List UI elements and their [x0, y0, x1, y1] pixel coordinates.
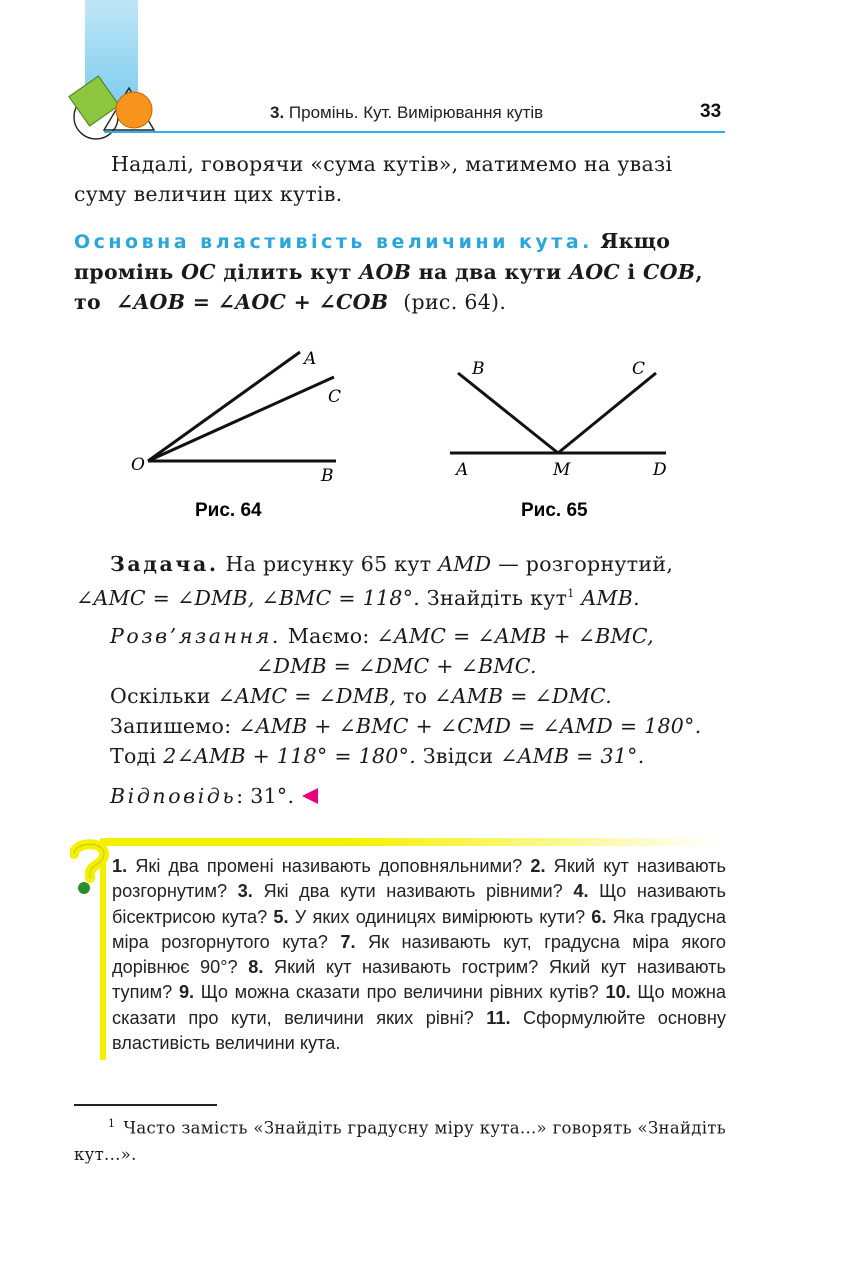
review-questions — [112, 854, 726, 1056]
label-C: C — [632, 359, 646, 379]
label-A: A — [304, 349, 317, 369]
label-A: A — [456, 460, 469, 480]
question-item — [179, 982, 606, 1002]
question-text: Як називають кут, градусна міра якого дорівнює 90°? — [112, 931, 726, 978]
running-head: 3. Промінь. Кут. Вимірювання кутів — [270, 103, 544, 122]
chapter-decoration — [62, 0, 162, 150]
question-number: 2. — [530, 856, 546, 876]
question-item — [112, 856, 530, 876]
question-text: Сформулюйте основну властивість величини кута. — [112, 1007, 726, 1054]
ray-OA — [148, 352, 300, 461]
figure-64 — [131, 349, 341, 521]
question-text: Що називають бісектрисою кута? — [112, 881, 726, 927]
solution-label: Розв’язання. — [110, 623, 282, 648]
page-number: 33 — [700, 101, 722, 122]
label-B: B — [472, 359, 485, 379]
label-B: B — [321, 466, 334, 486]
question-number: 1. — [112, 856, 128, 876]
question-number: 7. — [340, 931, 356, 952]
question-number: 9. — [178, 982, 195, 1003]
answer-value: : 31°. — [236, 783, 295, 808]
question-number: 3. — [237, 881, 253, 902]
footnote-rule — [74, 1104, 217, 1106]
question-number: 4. — [573, 881, 589, 902]
question-text: Що можна сказати про кути, величини яких рівні? — [112, 982, 726, 1028]
caption-fig-65: Рис. 65 — [521, 500, 588, 521]
label-M: M — [553, 460, 571, 480]
question-number: 10. — [605, 982, 631, 1003]
intro-line-2: суму величин цих кутів. — [74, 182, 343, 206]
question-number: 5. — [273, 906, 289, 927]
ray-MC — [558, 373, 656, 453]
questions-top-bar — [100, 838, 720, 846]
question-number: 6. — [591, 906, 607, 927]
question-item — [238, 881, 574, 901]
figures-64-65 — [100, 340, 720, 530]
caption-fig-64: Рис. 64 — [195, 500, 262, 521]
end-of-solution-icon — [301, 787, 319, 805]
label-D: D — [653, 460, 667, 480]
question-text: Які два кути називають рівними? — [252, 881, 574, 902]
footnote: $^1$ Часто замість «Знайдіть градусну міру кута...» говорять «Знайдіть кут...». — [74, 1117, 726, 1164]
figure-65 — [450, 359, 667, 521]
question-item — [273, 907, 591, 927]
question-text: Що можна сказати про величини рівних кутів? — [194, 982, 606, 1003]
question-text: Який кут називають розгорнутим? — [112, 856, 726, 902]
question-text: Яка градусна міра розгорнутого кута? — [112, 906, 726, 952]
label-C: C — [328, 387, 342, 407]
property-heading: Основна властивість величини кута. — [74, 231, 593, 253]
question-text: У яких одиницях вимірюють кути? — [288, 906, 592, 927]
answer-label: Відповідь — [110, 783, 237, 808]
question-text: Який кут називають гострим? Який кут називають тупим? — [112, 957, 726, 1003]
label-O: O — [131, 455, 145, 475]
property-statement: Основна властивість величини кута. Якщо промінь OC ділить кут AOB на два кути AOC і COB, то ∠AOB = ∠AOC + ∠COB (рис. 64). — [74, 229, 703, 314]
question-number: 8. — [248, 957, 264, 978]
question-text: Які два промені називають доповняльними? — [127, 856, 531, 876]
question-mark-icon — [70, 838, 110, 898]
intro-line-1: Надалі, говорячи «сума кутів», матимемо на увазі — [111, 152, 673, 176]
property-formula: ∠AOB = ∠AOC + ∠COB — [115, 290, 389, 314]
intro-paragraph — [74, 149, 726, 209]
question-number: 11. — [486, 1007, 511, 1028]
ray-OC — [148, 377, 334, 461]
header-rule — [104, 131, 725, 133]
problem-section: Задача. На рисунку 65 кут AMD — розгорнутий, ∠AMC = ∠DMB, ∠BMC = 118°. Знайдіть кут$^1$ AMB. Розв’язання. Маємо: ∠AMC = ∠AMB + ∠BMC, ∠DMB = ∠DMC + ∠BMC. Оскільки ∠AMC = ∠DMB, то ∠AMB = ∠DMC. Запишемо: ∠AMB + ∠BMC + ∠CMD = ∠AMD = 180°. Тоді 2∠AMB + 118° = 180°. Звідси ∠AMB = 31°. Відповідь: 31°. — [76, 552, 702, 808]
ray-MB — [458, 373, 558, 453]
problem-label: Задача. — [110, 552, 219, 576]
